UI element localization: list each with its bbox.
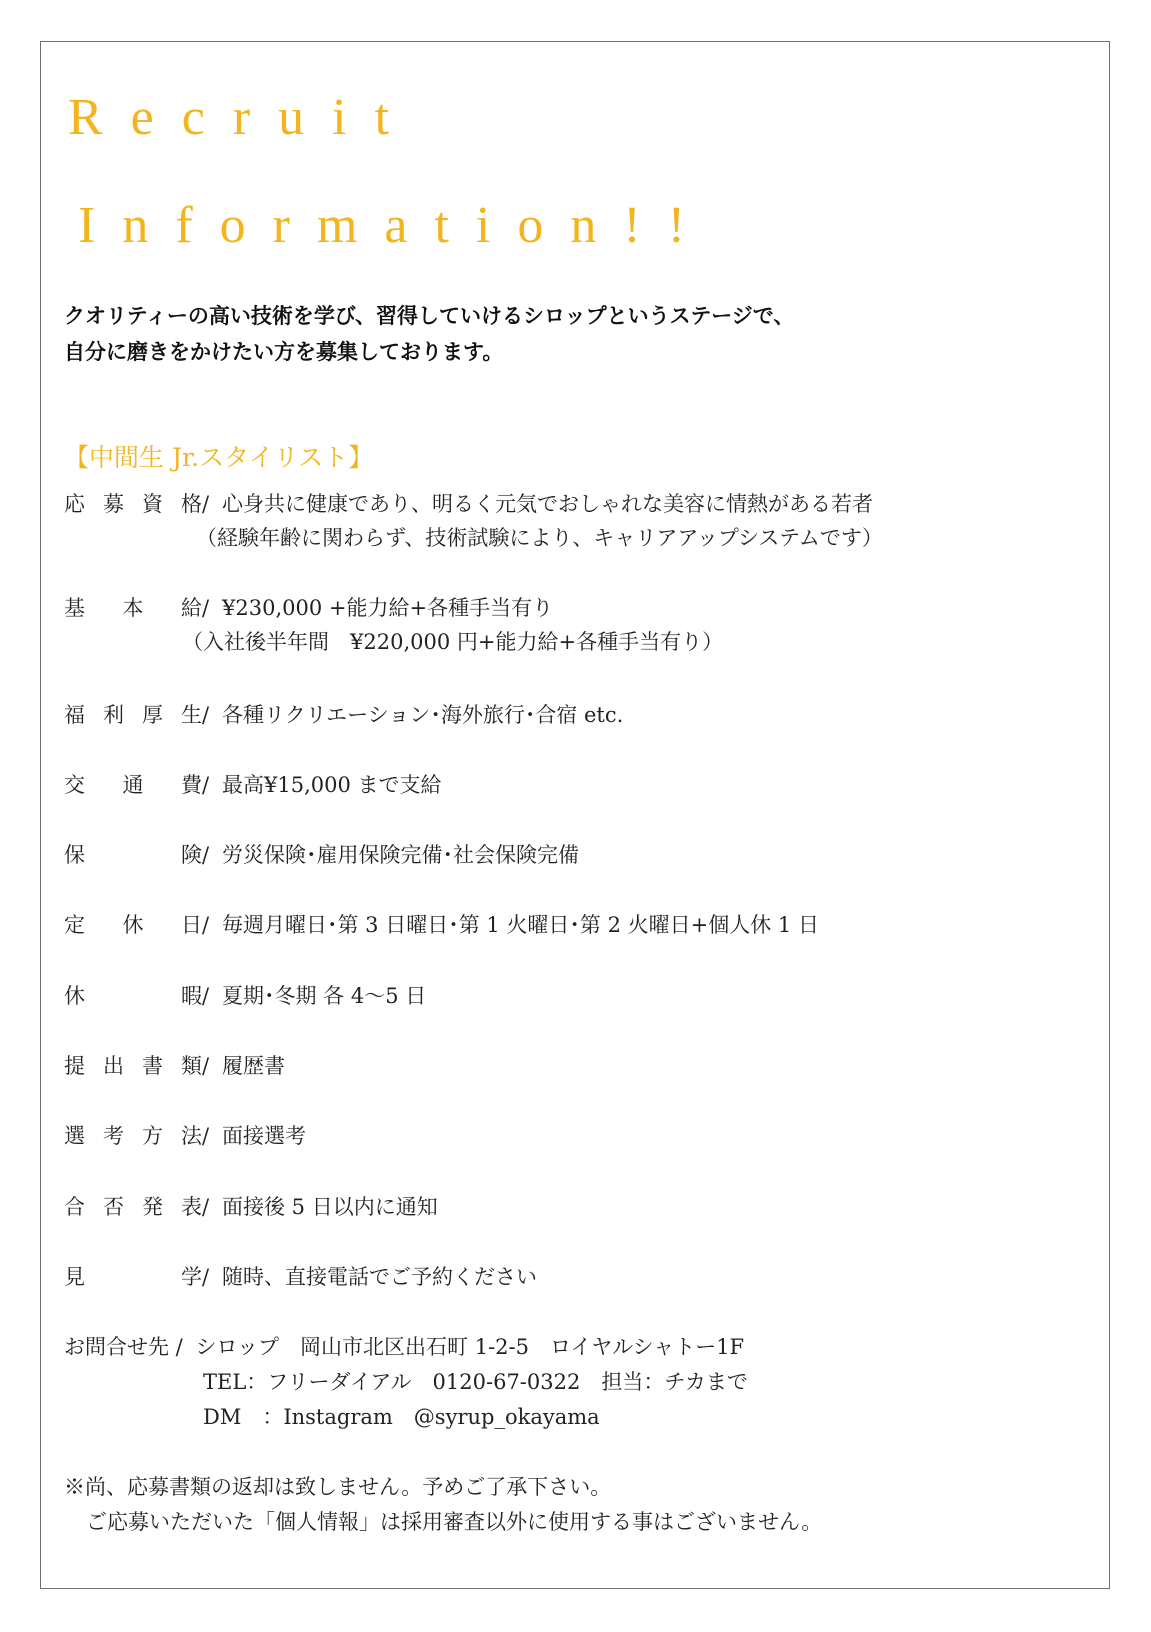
intro-line-2: 自分に磨きをかけたい方を募集しております。 [64,340,504,364]
section-title: 【中間生 Jr.スタイリスト】 [64,443,374,472]
title-information: Information!! [78,197,713,254]
contact-instagram: DM ：Instagram @syrup_okayama [203,1405,600,1429]
item-vacation: 休暇/ 夏期･冬期 各 4～5 日 [64,981,426,1011]
item-insurance: 保険/ 労災保険･雇用保険完備･社会保険完備 [64,840,579,870]
item-value: 面接選考 [222,1124,306,1148]
item-qualification: 応募資格/ 心身共に健康であり、明るく元気でおしゃれな美容に情熱がある若者 [64,489,873,519]
contact-phone: TEL：フリーダイアル 0120-67-0322 担当：チカまで [203,1370,748,1394]
item-label: 保険 [64,843,202,867]
item-documents: 提出書類/ 履歴書 [64,1051,285,1081]
item-value: 最高¥15,000 まで支給 [222,773,442,797]
item-label: 選考方法 [64,1124,202,1148]
item-value: ¥230,000 +能力給+各種手当有り [222,596,554,620]
item-label: 合否発表 [64,1195,202,1219]
item-label: 休暇 [64,984,202,1008]
item-value: 労災保険･雇用保険完備･社会保険完備 [222,843,579,867]
item-label: 基本給 [64,596,202,620]
item-holidays: 定休日/ 毎週月曜日･第 3 日曜日･第 1 火曜日･第 2 火曜日+個人休 1 日 [64,910,819,940]
item-selection: 選考方法/ 面接選考 [64,1121,306,1151]
item-value: 各種リクリエーション･海外旅行･合宿 etc. [222,703,624,727]
item-value: 心身共に健康であり、明るく元気でおしゃれな美容に情熱がある若者 [222,492,873,516]
item-welfare: 福利厚生/ 各種リクリエーション･海外旅行･合宿 etc. [64,700,623,730]
item-label: 交通費 [64,773,202,797]
item-value: 夏期･冬期 各 4～5 日 [222,984,427,1008]
item-visit: 見学/ 随時、直接電話でご予約ください [64,1262,537,1292]
item-label: 応募資格 [64,492,202,516]
contact-label: お問合せ先 / [64,1335,183,1359]
item-value: 随時、直接電話でご予約ください [222,1265,537,1289]
item-label: 見学 [64,1265,202,1289]
item-base-salary-note: （入社後半年間 ¥220,000 円+能力給+各種手当有り） [182,630,724,654]
intro-line-1: クオリティーの高い技術を学び、習得していけるシロップというステージで、 [64,304,795,328]
item-value: 面接後 5 日以内に通知 [222,1195,438,1219]
item-qualification-note: （経験年齢に関わらず、技術試験により、キャリアアップシステムです） [196,526,883,550]
item-label: 福利厚生 [64,703,202,727]
item-transport: 交通費/ 最高¥15,000 まで支給 [64,770,442,800]
contact-block [64,1332,744,1362]
item-base-salary: 基本給/ ¥230,000 +能力給+各種手当有り [64,593,553,623]
item-value: 毎週月曜日･第 3 日曜日･第 1 火曜日･第 2 火曜日+個人休 1 日 [222,913,819,937]
item-label: 提出書類 [64,1054,202,1078]
title-recruit: Recruit [68,89,418,146]
item-announcement: 合否発表/ 面接後 5 日以内に通知 [64,1192,438,1222]
item-label: 定休日 [64,913,202,937]
note-line-1: ※尚、応募書類の返却は致しません。予めご了承下さい。 [64,1475,612,1499]
contact-address: シロップ 岡山市北区出石町 1-2-5 ロイヤルシャトー1F [195,1335,745,1359]
note-line-2: ご応募いただいた「個人情報」は採用審査以外に使用する事はございません。 [86,1510,823,1534]
item-value: 履歴書 [222,1054,285,1078]
